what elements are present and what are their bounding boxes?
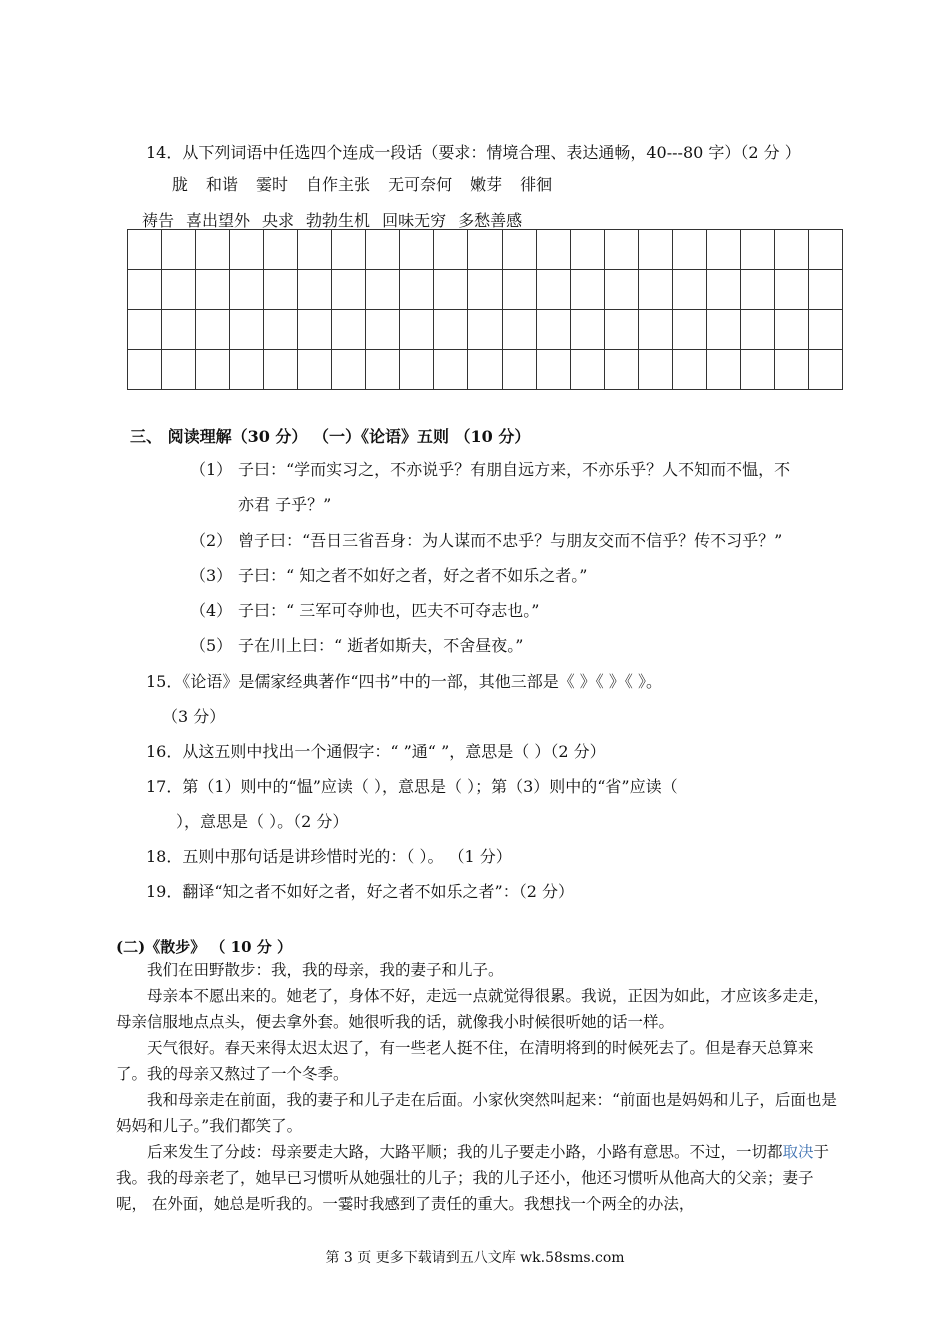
- grid-cell[interactable]: [468, 310, 502, 350]
- grid-cell[interactable]: [196, 270, 230, 310]
- grid-cell[interactable]: [434, 270, 468, 310]
- keyword-link[interactable]: 取决: [782, 1143, 814, 1161]
- grid-cell[interactable]: [808, 310, 842, 350]
- grid-row: [128, 350, 843, 390]
- grid-cell[interactable]: [774, 350, 808, 390]
- grid-cell[interactable]: [468, 230, 502, 270]
- grid-cell[interactable]: [332, 350, 366, 390]
- grid-cell[interactable]: [366, 350, 400, 390]
- q17-cont: ），意思是（ ）。（2 分）: [176, 812, 349, 831]
- grid-cell[interactable]: [740, 230, 774, 270]
- grid-cell[interactable]: [128, 230, 162, 270]
- grid-cell[interactable]: [434, 230, 468, 270]
- grid-cell[interactable]: [434, 310, 468, 350]
- grid-cell[interactable]: [196, 230, 230, 270]
- grid-cell[interactable]: [570, 310, 604, 350]
- grid-cell[interactable]: [808, 270, 842, 310]
- word: 嫩芽: [470, 175, 503, 194]
- grid-cell[interactable]: [162, 350, 196, 390]
- grid-cell[interactable]: [264, 270, 298, 310]
- page-footer: 第 3 页 更多下载请到五八文库 wk.58sms.com: [325, 1250, 625, 1266]
- word: 和谐: [206, 175, 239, 194]
- sanbu-paragraph-4: 我和母亲走在前面，我的妻子和儿子走在后面。小家伙突然叫起来：“前面也是妈妈和儿子，后面也是妈妈和儿子。”我们都笑了。: [116, 1091, 837, 1135]
- grid-cell[interactable]: [196, 310, 230, 350]
- grid-cell[interactable]: [230, 270, 264, 310]
- grid-cell[interactable]: [706, 230, 740, 270]
- grid-cell[interactable]: [536, 310, 570, 350]
- grid-cell[interactable]: [196, 350, 230, 390]
- grid-cell[interactable]: [706, 310, 740, 350]
- word: 无可奈何: [388, 175, 453, 194]
- grid-cell[interactable]: [570, 350, 604, 390]
- grid-row: [128, 270, 843, 310]
- grid-cell[interactable]: [536, 230, 570, 270]
- grid-cell[interactable]: [604, 350, 638, 390]
- grid-cell[interactable]: [502, 350, 536, 390]
- grid-cell[interactable]: [298, 350, 332, 390]
- lunyu-item-4: 子曰：“ 三军可夺帅也，匹夫不可夺志也。”: [238, 601, 540, 620]
- word: 央求: [262, 211, 295, 230]
- word: 喜出望外: [186, 211, 251, 230]
- grid-cell[interactable]: [366, 310, 400, 350]
- sanbu-paragraph-5: [116, 1139, 838, 1217]
- grid-cell[interactable]: [638, 230, 672, 270]
- word: 祷告: [142, 211, 175, 230]
- grid-cell[interactable]: [706, 350, 740, 390]
- grid-cell[interactable]: [672, 230, 706, 270]
- grid-cell[interactable]: [604, 270, 638, 310]
- grid-cell[interactable]: [740, 270, 774, 310]
- q17: 17．第（1）则中的“愠”应读（ ），意思是（ ）；第（3）则中的“省”应读（: [146, 777, 678, 796]
- grid-cell[interactable]: [162, 230, 196, 270]
- grid-cell[interactable]: [502, 310, 536, 350]
- grid-cell[interactable]: [366, 270, 400, 310]
- word: 回味无穷: [382, 211, 447, 230]
- grid-cell[interactable]: [502, 230, 536, 270]
- grid-cell[interactable]: [808, 230, 842, 270]
- lunyu-item-3: 子曰：“ 知之者不如好之者，好之者不如乐之者。”: [238, 566, 588, 585]
- grid-cell[interactable]: [366, 230, 400, 270]
- word: 霎时: [256, 175, 289, 194]
- word: 徘徊: [520, 175, 553, 194]
- grid-cell[interactable]: [230, 310, 264, 350]
- grid-cell[interactable]: [536, 270, 570, 310]
- grid-cell[interactable]: [638, 350, 672, 390]
- item-number: （4）: [190, 601, 233, 620]
- item-number: （1）: [190, 460, 233, 479]
- grid-cell[interactable]: [672, 310, 706, 350]
- grid-row: [128, 230, 843, 270]
- grid-cell[interactable]: [264, 310, 298, 350]
- grid-row: [128, 310, 843, 350]
- sanbu-paragraph-3: 天气很好。春天来得太迟太迟了，有一些老人挺不住，在清明将到的时候死去了。但是春天总算来了。我的母亲又熬过了一个冬季。: [116, 1039, 814, 1083]
- item-number: （2）: [190, 531, 233, 550]
- answer-grid[interactable]: [127, 229, 843, 390]
- grid-cell[interactable]: [264, 230, 298, 270]
- grid-cell[interactable]: [332, 310, 366, 350]
- grid-cell[interactable]: [774, 230, 808, 270]
- grid-cell[interactable]: [740, 310, 774, 350]
- grid-cell[interactable]: [468, 350, 502, 390]
- grid-cell[interactable]: [162, 270, 196, 310]
- grid-cell[interactable]: [128, 350, 162, 390]
- lunyu-item-2: 曾子曰：“吾日三省吾身：为人谋而不忠乎？与朋友交而不信乎？传不习乎？”: [238, 531, 783, 550]
- word: 勃勃生机: [306, 211, 371, 230]
- grid-cell[interactable]: [230, 230, 264, 270]
- grid-cell[interactable]: [570, 270, 604, 310]
- grid-cell[interactable]: [298, 310, 332, 350]
- grid-cell[interactable]: [332, 230, 366, 270]
- grid-cell[interactable]: [672, 350, 706, 390]
- section3-heading: 三、 阅读理解（30 分） （一）《论语》五则 （10 分）: [130, 427, 531, 446]
- grid-cell[interactable]: [400, 350, 434, 390]
- grid-cell[interactable]: [128, 310, 162, 350]
- grid-cell[interactable]: [400, 270, 434, 310]
- sanbu-paragraph-2: 母亲本不愿出来的。她老了，身体不好，走远一点就觉得很累。我说，正因为如此，才应该多走走，母亲信服地点点头，便去拿外套。她很听我的话，就像我小时候很听她的话一样。: [116, 987, 830, 1031]
- item-number: （5）: [190, 636, 233, 655]
- word: 胧: [172, 175, 189, 194]
- lunyu-item-5: 子在川上曰：“ 逝者如斯夫，不舍昼夜。”: [238, 636, 524, 655]
- grid-cell[interactable]: [230, 350, 264, 390]
- q15-score: （3 分）: [162, 707, 226, 726]
- sanbu-paragraph-1: 我们在田野散步：我，我的母亲，我的妻子和儿子。: [147, 961, 504, 979]
- grid-cell[interactable]: [604, 230, 638, 270]
- grid-cell[interactable]: [298, 270, 332, 310]
- grid-cell[interactable]: [400, 230, 434, 270]
- word: 自作主张: [306, 175, 371, 194]
- grid-cell[interactable]: [400, 310, 434, 350]
- grid-cell[interactable]: [332, 270, 366, 310]
- paragraph-text: 后来发生了分歧：母亲要走大路，大路平顺；我的儿子要走小路，小路有意思。不过，一切都: [147, 1143, 783, 1161]
- q14-prompt: 14．从下列词语中任选四个连成一段话（要求：情境合理、表达通畅，40---80 字）（2 分 ）: [146, 143, 801, 162]
- grid-cell[interactable]: [774, 310, 808, 350]
- grid-cell[interactable]: [706, 270, 740, 310]
- grid-cell[interactable]: [128, 270, 162, 310]
- grid-cell[interactable]: [502, 270, 536, 310]
- grid-cell[interactable]: [774, 270, 808, 310]
- grid-cell[interactable]: [468, 270, 502, 310]
- grid-cell[interactable]: [672, 270, 706, 310]
- item-number: （3）: [190, 566, 233, 585]
- paragraph-text: 于我。我的母亲老了，她早已习惯听从她强壮的儿子；我的儿子还小，他还习惯听从他高大的父亲；妻子呢， 在外面，她总是听我的。一霎时我感到了责任的重大。我想找一个两全的办法，: [116, 1143, 830, 1213]
- word: 多愁善感: [458, 211, 523, 230]
- q15: 15．《论语》是儒家经典著作“四书”中的一部，其他三部是《 》《 》《 》。: [146, 672, 662, 691]
- grid-cell[interactable]: [604, 310, 638, 350]
- grid-cell[interactable]: [740, 350, 774, 390]
- q14-word-list-1: [172, 174, 570, 196]
- grid-cell[interactable]: [298, 230, 332, 270]
- grid-cell[interactable]: [570, 230, 604, 270]
- grid-cell[interactable]: [162, 310, 196, 350]
- grid-cell[interactable]: [638, 270, 672, 310]
- lunyu-item-1-cont: 亦君 子乎？”: [238, 495, 332, 514]
- q19: 19．翻译“知之者不如好之者，好之者不如乐之者”：（2 分）: [146, 882, 574, 901]
- q18: 18．五则中那句话是讲珍惜时光的：（ ）。 （1 分）: [146, 847, 512, 866]
- grid-cell[interactable]: [434, 350, 468, 390]
- grid-cell[interactable]: [638, 310, 672, 350]
- grid-cell[interactable]: [264, 350, 298, 390]
- sanbu-heading: (二)《散步》 （ 10 分 ）: [116, 938, 292, 956]
- grid-cell[interactable]: [536, 350, 570, 390]
- q16: 16．从这五则中找出一个通假字：“ ”通“ ”，意思是（ ）（2 分）: [146, 742, 606, 761]
- grid-cell[interactable]: [808, 350, 842, 390]
- lunyu-item-1: 子曰：“学而实习之，不亦说乎？有朋自远方来，不亦乐乎？人不知而不愠，不: [238, 460, 791, 479]
